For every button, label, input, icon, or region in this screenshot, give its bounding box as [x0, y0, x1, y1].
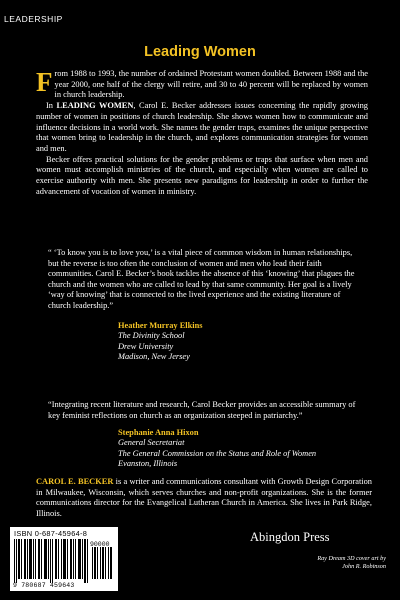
endorser-1-name: Heather Murray Elkins [118, 321, 203, 330]
paragraph-2-lead: In [46, 101, 57, 111]
endorser-1 [118, 321, 203, 363]
paragraph-2-book-title: LEADING WOMEN [56, 101, 134, 111]
author-bio-text: is a writer and communications consultant with Growth Design Corporation in Milwaukee, Wisconsin, which serves churches and non-profit organizations. She is the former communications director for the Evangelical Lutheran Church in America. She lives in Park Ridge, Illinois. [36, 477, 372, 519]
endorser-2-location: Evanston, Illinois [118, 459, 178, 469]
author-name: CAROL E. BECKER [36, 477, 114, 486]
publisher-name: Abingdon Press [250, 530, 330, 544]
credit-line-2: John R. Robinson [342, 562, 386, 570]
endorser-2-name: Stephanie Anna Hixon [118, 428, 199, 437]
paragraph-2-text: , Carol E. Becker addresses issues concerning the rapidly growing number of women in positions of church leadership. She shows women how to communicate and influence decisions in a world work. She names the gender traps, examines the unique perspective that women bring to leadership in the church, and explores communication strategies for women and men. [36, 101, 368, 153]
book-title: Leading Women [144, 44, 256, 60]
paragraph-2 [36, 101, 368, 155]
category-label: LEADERSHIP [4, 14, 63, 24]
endorser-1-affiliation-2: Drew University [118, 341, 174, 351]
paragraph-1 [36, 69, 368, 101]
isbn-text: ISBN 0-687-45964-8 [14, 529, 88, 538]
drop-cap: F [36, 67, 53, 97]
endorser-1-affiliation-1: The Divinity School [118, 331, 185, 341]
barcode-block [10, 527, 118, 591]
endorser-2-affiliation-1: General Secretariat [118, 438, 185, 448]
endorser-2-affiliation-2: The General Commission on the Status and Role of Women [118, 448, 317, 458]
endorsement-quote-2: “Integrating recent literature and research, Carol Becker provides an accessible summary of key feminist reflections on church as an organization steeped in patriarchy.” [48, 400, 356, 420]
cover-art-credit [246, 555, 386, 570]
author-bio [36, 477, 372, 520]
price-code: 90000 [90, 541, 110, 548]
endorser-2 [118, 428, 316, 470]
description-text [36, 69, 368, 197]
endorsement-quote-1: “ ‘To know you is to love you,’ is a vital piece of common wisdom in human relationships, but the reverse is too often the conclusion of women and men who lead their faith communities. Carol E. Becker’s book tackles the absence of this ‘knowing’ that plagues the church and the women who are called to lead by that same community. Her goal is a lively ‘way of knowing’ that is connected to the lived experience and the existing literature of church leadership.” [48, 248, 355, 310]
endorser-1-location: Madison, New Jersey [118, 352, 190, 362]
paragraph-3: Becker offers practical solutions for the gender problems or traps that surface when men and women must accomplish ministries of the church, and especially when women are called to exercise authority with men. She presents new paradigms for leadership in order to further the advancement of vocation of women in ministry. [36, 154, 368, 196]
paragraph-1-text: rom 1988 to 1993, the number of ordained Protestant women doubled. Between 1988 and the year 2000, one half of the clergy will retire, and 30 to 40 percent will be replaced by women in church leadership. [54, 69, 368, 100]
credit-line-1: Ray Dream 3D cover art by [317, 555, 386, 562]
ean-number: 9 780687 459643 [13, 582, 75, 589]
